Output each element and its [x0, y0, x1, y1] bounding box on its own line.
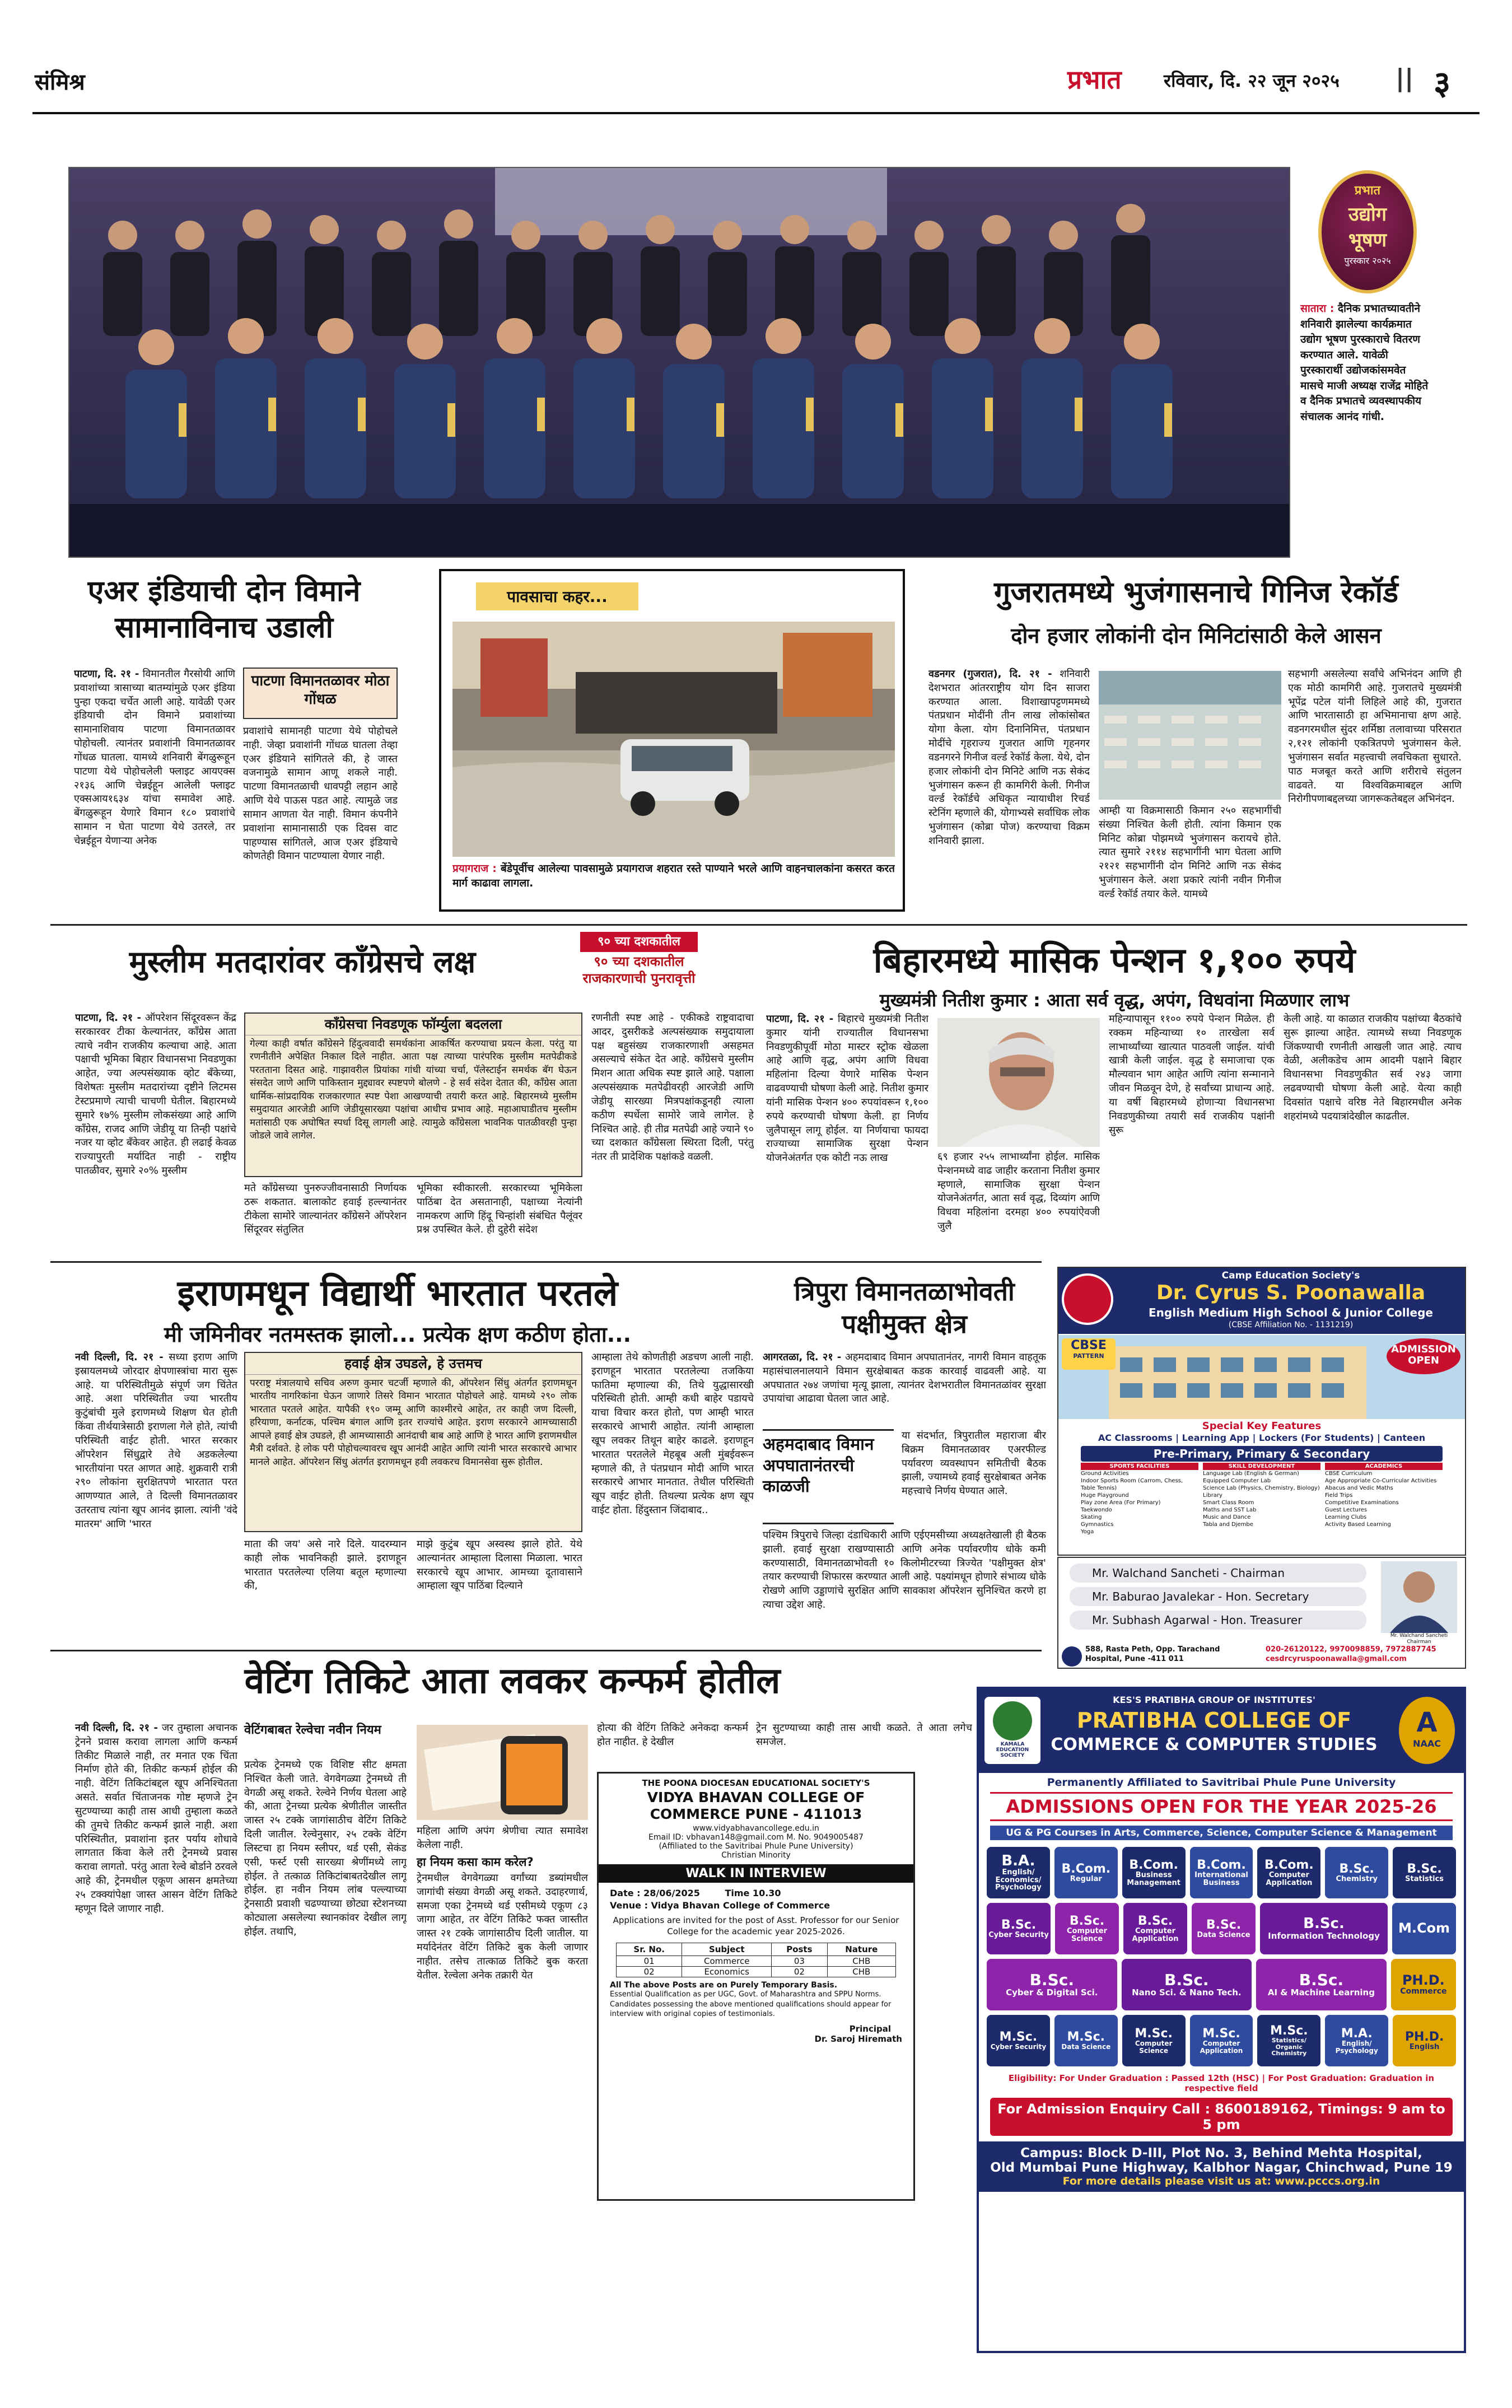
skill-2: Science Lab (Physics, Chemistry, Biology)	[1203, 1485, 1320, 1491]
tripura-col-top-text: अहमदाबाद विमान अपघातानंतर, नागरी विमान वाहतूक महासंचालनालयाने विमान सुरक्षेबाबत कडक कारवाई वाढवली आहे. या अपघातात २७४ जणांचा मृत्यू झाला, त्यानंतर देशभरातील विमानतळांवर सुरक्षा उपायांचा आढावा घेतला जात आहे.	[763, 1351, 1046, 1405]
cbse-badge	[1062, 1338, 1116, 1370]
skill-4: Smart Class Room	[1203, 1500, 1254, 1506]
course-title: B.Com.	[1197, 1858, 1246, 1872]
waiting-col1-text: जर तुम्हाला अचानक ट्रेनने प्रवास करावा लागला आणि कन्फर्म तिकीट मिळाले नाही, तर मनात एक चिंता निर्माण होते की, तिकीट कन्फर्म होईल की नाही. वेटिंग तिकिटांबद्दल खूप अनिश्चितता असते. सर्वात चिंताजनक गोष्ट म्हणजे ट्रेन सुटण्याच्या काही तास आधी तुम्हाला कळते की तुमचे तिकीट कन्फर्म झाले नाही. अशा परिस्थितीत, प्रवाशांना इतर पर्याय शोधावे लागतात किंवा केले तरी ट्रेनमध्ये प्रवास करावा लागतो. परंतु आता रेल्वे बोर्डाने ठरवले आहे की, ट्रेनमधील एकूण आसन क्षमतेच्या २५ टक्क्यांपेक्षा जास्त आसन वेटिंग तिकिटे म्हणून दिले जाणार नाही.	[75, 1722, 237, 1915]
course-sub: Data Science	[1061, 2043, 1111, 2051]
iran-subhead: मी जमिनीवर नतमस्तक झालो... प्रत्येक क्षण कठीण होता...	[164, 1322, 632, 1347]
award-caption	[1300, 301, 1429, 424]
iran-headline: इराणमधून विद्यार्थी भारतात परतले	[177, 1273, 618, 1314]
nitish-kumar-photo	[937, 1018, 1100, 1147]
course-bsc-ca	[1123, 1903, 1187, 1954]
course-title: B.Com.	[1264, 1858, 1314, 1872]
sports-list	[1081, 1463, 1198, 1536]
acad-list	[1325, 1463, 1443, 1528]
waiting-col3-q: हा नियम कसा काम करेल?	[417, 1855, 534, 1869]
course-row-2	[979, 1901, 1464, 1957]
course-sub: Commerce	[1400, 1987, 1447, 1996]
newspaper-logo: प्रभात	[1067, 64, 1122, 95]
gujarat-col2: आम्ही या विक्रमासाठी किमान २५० सहभागींची संख्या निश्चित केली होती. त्यांना किमान एक मिनिट कोब्रा पोझमध्ये भुजंगासन करायचे होते. त्यात सुमारे २११४ सहभागींनी भाग घेतला आणि २१२१ सहभागींनी दोन मिनिटे आणि नऊ सेकंद भुजंगासन केले. अशा प्रकारे त्यांनी नवीन गिनीज वर्ल्ड रेकॉर्ड तयार केले. यामध्ये	[1099, 805, 1281, 900]
course-title: B.Sc.	[1069, 1914, 1105, 1928]
chairman-photo-caption: Mr. Walchand Sancheti Chairman	[1390, 1633, 1448, 1645]
pratibha-header	[979, 1689, 1464, 1773]
bihar-col1-text: बिहारचे मुख्यमंत्री नितीश कुमार यांनी राज्यातील विधानसभा निवडणुकीपूर्वी मोठा मास्टर स्ट्रोक खेळला आहे आणि वृद्ध, अपंग आणि विधवा महिलांना दिल्या येणारे मासिक पेन्शन वाढवण्याची घोषणा केली आहे. नितीश कुमार यांनी मासिक पेन्शन ४०० रुपयांवरून १,१०० रुपये करण्याची घोषणा केली. हा निर्णय जुलैपासून लागू होईल. या निर्णयाचा फायदा राज्याच्या सामाजिक सुरक्षा पेन्शन योजनेअंतर्गत एक कोटी नऊ लाख	[766, 1013, 928, 1164]
flooded-street-photo	[452, 622, 895, 857]
th-posts: Posts	[772, 1943, 828, 1956]
admissions-open: ADMISSIONS OPEN FOR THE YEAR 2025-26	[990, 1792, 1453, 1821]
air-india-col1	[74, 668, 235, 912]
course-title: M.Sc.	[1202, 2026, 1240, 2041]
sports-5: Skating	[1081, 1514, 1102, 1520]
award-caption-text: दैनिक प्रभातच्यावतीने शनिवारी झालेल्या कार्यक्रमात उद्योग भूषण पुरस्काराचे वितरण करण्यात आले. यावेळी पुरस्कारार्थी उद्योजकांसमवेत मासचे माजी अध्यक्ष राजेंद्र मोहिते व दैनिक प्रभातचे व्यवस्थापकीय संचालक आनंद गांधी.	[1300, 302, 1429, 423]
poonawalla-footer	[1057, 1557, 1466, 1669]
air-india-headline: एअर इंडियाची दोन विमाने सामानाविनाच उडाली	[87, 575, 361, 645]
skill-title: SKILL DEVELOPMENT	[1203, 1463, 1320, 1470]
course-sub: Computer Science	[1066, 1926, 1108, 1943]
muslim-kicker-box	[570, 932, 708, 1005]
poonawalla-logo-icon	[1062, 1273, 1113, 1325]
course-title: B.Sc.	[1339, 1861, 1374, 1876]
skill-0: Language Lab (English & German)	[1203, 1471, 1299, 1477]
treasurer: Mr. Subhash Agarwal - Hon. Treasurer	[1070, 1611, 1366, 1630]
table-cell: Commerce	[682, 1956, 772, 1967]
iran-col1	[75, 1351, 237, 1637]
muslim-col1-text: ऑपरेशन सिंदूरवरून केंद्र सरकारवर टीका केल्यानंतर, काँग्रेस आता त्याचे नवीन राजकीय कल्याचा आहे. आता पक्षाची भूमिका बिहार विधानसभा निवडणुका आहेत, ज्या अल्पसंख्याक व्होट बँकेच्या, विशेषतः मुस्लीम मतदारांच्या दृष्टीने लिटमस टेस्टप्रमाणे त्याची चाचणी घेतील. बिहारमध्ये सुमारे १७% मुस्लीम लोकसंख्या आहे आणि काँग्रेस, राजद आणि जेडीयू या तिन्ही पक्षांचे नजर या व्होट बँकेवर आहेत. ही लढाई केवळ राज्यापुरती मर्यादित नाही - राष्ट्रीय पातळीवर, सुमारे २०% मुस्लीम	[75, 1012, 236, 1177]
admission-open-badge: ADMISSION OPEN	[1387, 1338, 1460, 1374]
award-group-photo	[68, 167, 1290, 558]
award-caption-place: सातारा :	[1300, 302, 1334, 315]
muslim-col2a: मते काँग्रेसच्या पुनरुज्जीवनासाठी निर्णायक ठरू शकतात. बालाकोट हवाई हल्ल्यानंतर टीकेला सामोरे जाल्यानंतर काँग्रेसने ऑपरेशन सिंदूरवर संतुलित	[244, 1182, 407, 1236]
sports-0: Ground Activities	[1081, 1471, 1129, 1477]
course-ma	[1325, 2015, 1388, 2066]
air-india-sidebox-title: पाटणा विमानतळावर मोठा गोंधळ	[251, 673, 390, 708]
rain-photo-box	[439, 569, 905, 912]
waiting-box-title: वेटिंगबाबत रेल्वेचा नवीन नियम	[244, 1723, 381, 1737]
vidya-minority: Christian Minority	[721, 1851, 791, 1860]
acad-1: Age Appropriate Co-Curricular Activities	[1325, 1478, 1437, 1484]
course-title: M.A.	[1341, 2026, 1373, 2041]
course-title: M.Sc.	[999, 2030, 1038, 2045]
iran-col3: आम्हाला तेथे कोणतीही अडचण आली नाही. इराणहून भारतात परतलेल्या तजकिया फातिमा म्हणाल्या की, तिथे युद्धासारखी परिस्थिती होती. आम्ही कधी बाहेर पडायचे याचा विचार करत होतो, पण आम्ही भारत सरकारचे आभारी आहोत. त्यांनी आम्हाला खूप लवकर तिथून बाहेर काढले. इराणहून भारतात परतलेले मेहबूब अली मुंबईवरून म्हणाले की, ते पंतप्रधान मोदी आणि भारत सरकारचे आभार मानतात. तेथील परिस्थिती खूप वाईट होती. तिथल्या प्रत्येक क्षण खूप वाईट होता. हिंदुस्तान जिंदाबाद..	[591, 1351, 754, 1516]
cbse-text: CBSE	[1071, 1338, 1107, 1352]
course-title: B.Sc.	[1137, 1914, 1173, 1928]
rain-caption-place: प्रयागराज :	[452, 862, 497, 875]
muslim-col3: रणनीती स्पष्ट आहे - एकीकडे राष्ट्रवादाचा आदर, दुसरीकडे अल्पसंख्याक समुदायाला पक्ष बहुसंख्य राजकारणाशी असहमत असल्याचे संकेत देत आहे. काँग्रेसचे मुस्लीम मिशन आता अधिक स्पष्ट झाले आहे. पक्षाला अल्पसंख्याक मतपेढीवरही आरजेडी आणि जेडीयू सारख्या मित्रपक्षांकडूनही त्याला कठीण स्पर्धेला सामोरे जावे लागेल. हे निश्चित आहे. ही तीव्र मतपेढी आहे ज्याने ९० च्या दशकात काँग्रेसला स्थिरता दिली, परंतु नंतर ती प्रादेशिक पक्षांकडे वळली.	[591, 1012, 754, 1163]
course-row-3	[979, 1957, 1464, 2013]
poonawalla-address: 588, Rasta Peth, Opp. Tarachand Hospital, Pune -411 011	[1085, 1645, 1220, 1663]
course-bsc-cds	[987, 1959, 1117, 2010]
course-sub: Computer Science	[1135, 2039, 1173, 2055]
muslim-col2b: भूमिका स्वीकारली. सरकारच्या भूमिकेला पाठिंबा देत असतानाही, पक्षाच्या नेत्यांनी नामकरण आणि हिंदू चिन्हांशी संबंधित पैलूंवर प्रश्न उपस्थित केले. ही दुहेरी संदेश	[417, 1182, 582, 1236]
acad-6: Learning Clubs	[1325, 1514, 1367, 1520]
date-label: Date	[610, 1888, 634, 1898]
acad-5: Guest Lectures	[1325, 1507, 1368, 1513]
course-title: B.Sc.	[1299, 1971, 1344, 1990]
muslim-kicker-1: ९० च्या दशकातील	[580, 932, 698, 952]
train-ticket-photo	[417, 1725, 588, 1820]
course-sub: Computer Application	[1266, 1870, 1313, 1887]
vidya-society: THE POONA DIOCESAN EDUCATIONAL SOCIETY'S	[642, 1778, 870, 1788]
skill-7: Tabla and Djembe	[1203, 1522, 1253, 1528]
th-srno: Sr. No.	[617, 1943, 682, 1956]
skill-3: Library	[1203, 1492, 1222, 1499]
acad-4: Competitive Examinations	[1325, 1500, 1399, 1506]
table-cell: 02	[772, 1967, 828, 1977]
waiting-col4: होत्या की वेटिंग तिकिटे अनेकदा कन्फर्म होत नाहीत. हे देखील	[597, 1722, 748, 1748]
course-bsc-ai	[1256, 1959, 1387, 2010]
location-icon	[1062, 1646, 1082, 1667]
course-title: M.Sc.	[1270, 2024, 1308, 2038]
table-cell: 03	[772, 1956, 828, 1967]
vidya-affil: (Affiliated to the Savitribai Phule Pune University)	[659, 1842, 853, 1851]
iran-col2b: माझे कुटुंब खूप अस्वस्थ झाले होते. येथे आल्यानंतर आम्हाला दिलासा मिळाला. भारत सरकारचे खूप आभार. आमच्या दूतावासाने आम्हाला खूप पाठिंबा दिल्याने	[417, 1538, 582, 1592]
tripura-dateline: आगरतळा, दि. २१ -	[763, 1351, 842, 1363]
tripura-box-title: अहमदाबाद विमान अपघातानंतरची काळजी	[763, 1435, 874, 1496]
chairman: Mr. Walchand Sancheti - Chairman	[1070, 1564, 1366, 1583]
course-sub: English/ Psychology	[1335, 2039, 1378, 2055]
vidya-invite: Applications are invited for the post of Asst. Professor for our Senior College for the academic year 2025-2026.	[613, 1915, 899, 1937]
muslim-sidebox-title: काँग्रेसचा निवडणूक फॉर्म्युला बदलला	[245, 1014, 581, 1035]
poonawalla-ad	[1057, 1267, 1466, 1556]
course-bsc-cyber	[987, 1903, 1051, 1954]
masthead-rule	[32, 112, 1480, 114]
acad-2: Abacus and Vedic Maths	[1325, 1485, 1393, 1491]
course-bcom-regular	[1054, 1847, 1118, 1898]
air-india-col2: प्रवाशांचे सामानही पाटणा येथे पोहोचले नाही. जेव्हा प्रवाशांनी गोंधळ घातला तेव्हा एअर इंडियाने सांगितले की, हे जास्त वजनामुळे सामान आणू शकले नाही. पाटणा विमानतळाची धावपट्टी लहान आहे आणि येथे पाऊस पडत आहे. त्यामुळे जड सामान आणता येत नाही. विमान कंपनीने प्रवाशांना सामानासाठी एक दिवस वाट पाहण्यास सांगितले, आज एअर इंडियाचे कोणतेही विमान पाटण्याला येणार नाही.	[243, 725, 398, 862]
badge-title-1: उद्योग	[1348, 203, 1387, 226]
muslim-sidebox	[244, 1012, 582, 1177]
udyog-bhushan-badge	[1318, 170, 1417, 293]
course-sub: Nano Sci. & Nano Tech.	[1132, 1987, 1242, 1998]
course-msc-ds	[1054, 2015, 1118, 2066]
interview-time: Time 10.30	[725, 1888, 781, 1898]
course-phd-english	[1393, 2015, 1456, 2066]
rule-2	[50, 1261, 1042, 1263]
course-title: B.Sc.	[1303, 1915, 1345, 1933]
key-features: AC Classrooms | Learning App | Lockers (For Students) | Canteen	[1098, 1432, 1426, 1443]
iran-sidebox	[244, 1352, 582, 1532]
muslim-dateline: पाटणा, दि. २१ -	[75, 1012, 141, 1024]
key-features-title: Special Key Features	[1202, 1420, 1322, 1432]
vidya-sig-title: Principal	[849, 2023, 891, 2034]
bihar-col1	[766, 1012, 928, 1253]
kamala-logo-text: KAMALA EDUCATION SOCIETY	[996, 1742, 1029, 1758]
vidya-bhavan-ad: THE POONA DIOCESAN EDUCATIONAL SOCIETY'S VIDYA BHAVAN COLLEGE OF COMMERCE PUNE - 411013 www.vidyabhavancollege.edu.in Email ID: vbhavan148@gmail.com M. No. 9049005487 (Affiliated to the Savitribai Phule Pune University) Christian Minority WALK IN INTERVIEW Date : 28/06/2025 Time 10.30 Venue : Vidya Bhavan College of Commerce Applications are invited for the post of Asst. Professor for our Senior College for the academic year 2025-2026. Sr. No. Subject Posts Nature 01 Commerce 03 CHB 02 Economics 02 CHB All The above Posts are on Purely Temporary Basis. Essential Qualification as per UGC, Govt. of Maharashtra and SPPU Norms. Candidates possessing the above mentioned qualifications should appear for interview with original copies of testimonials. Principal Dr. Saroj Hiremath	[597, 1772, 915, 2201]
posts-table-header	[617, 1943, 896, 1956]
skill-list	[1203, 1463, 1320, 1528]
vidya-web: www.vidyabhavancollege.edu.in	[693, 1824, 819, 1833]
badge-top: प्रभात	[1354, 184, 1381, 198]
sports-6: Gymnastics	[1081, 1522, 1114, 1528]
kamala-logo	[984, 1697, 1040, 1764]
gujarat-col1	[928, 668, 1090, 912]
posts-table	[616, 1943, 896, 1977]
rule-1	[50, 924, 1467, 926]
rain-caption-text: बेंडेपूर्वीच आलेल्या पावसामुळे प्रयागराज शहरात रस्ते पाण्याने भरले आणि वाहनचालकांना कसरत करत मार्ग काढावा लागला.	[452, 862, 895, 890]
vidya-sig-name: Dr. Saroj Hiremath	[814, 2033, 902, 2044]
course-msc-cs	[1122, 2015, 1186, 2066]
acad-title: ACADEMICS	[1325, 1463, 1443, 1470]
course-sub: Computer Application	[1200, 2039, 1243, 2055]
course-sub: English/ Economics/ Psychology	[995, 1868, 1042, 1892]
walk-in-banner: WALK IN INTERVIEW	[599, 1864, 913, 1883]
course-title: PH.D.	[1404, 2029, 1444, 2044]
waiting-col1	[75, 1721, 237, 2353]
bihar-col4: केली आहे. या काळात राजकीय पक्षांच्या बैठकांचे सुरू झाल्या आहेत. त्यामध्ये सध्या निवडणूक जिंकण्याची रणनीती आखली जात आहे. त्याच वेळी, अलीकडेच आम आदमी पक्षाने बिहार विधानसभा निवडणुकीत सर्व २४३ जागा लढवण्याची घोषणा केली आहे. येत्या काही दिवसांत पक्षाचे वरिष्ठ नेते बिहारमधील अनेक शहरांमध्ये पदयात्रांदेखील काढतील.	[1284, 1013, 1462, 1122]
table-cell: CHB	[827, 1956, 895, 1967]
course-sub: Cyber Security	[990, 2043, 1047, 2051]
bihar-headline: बिहारमध्ये मासिक पेन्शन १,१०० रुपये	[873, 940, 1356, 981]
course-sub: Cyber & Digital Sci.	[1006, 1987, 1098, 1998]
naac-badge	[1399, 1697, 1455, 1764]
course-msc-cyber	[987, 2015, 1050, 2066]
ug-pg-courses: UG & PG Courses in Arts, Commerce, Science, Computer Science & Management	[990, 1826, 1453, 1840]
course-bcom-ca	[1257, 1847, 1320, 1898]
course-title: B.Sc.	[1407, 1861, 1442, 1876]
course-title: B.Com.	[1129, 1858, 1178, 1872]
issue-date: रविवार, दि. २२ जून २०२५	[1164, 70, 1340, 91]
course-bsc-stat	[1393, 1847, 1456, 1898]
table-cell: 02	[617, 1967, 682, 1977]
table-row	[617, 1956, 896, 1967]
course-bcom-bm	[1122, 1847, 1186, 1898]
sports-4: Taekwondo	[1081, 1507, 1112, 1513]
yoga-event-photo	[1099, 671, 1281, 800]
course-sub: Regular	[1070, 1874, 1102, 1883]
muslim-col1	[75, 1011, 236, 1252]
table-cell: 01	[617, 1956, 682, 1967]
masthead-divider: ||	[1396, 64, 1414, 92]
chairman-photo	[1381, 1561, 1457, 1633]
pratibha-name2: COMMERCE & COMPUTER STUDIES	[1051, 1735, 1378, 1754]
air-india-sidebox	[243, 668, 398, 719]
tripura-col-right: या संदर्भात, त्रिपुरातील महाराजा बीर बिक्रम विमानतळावर एअरफील्ड पर्यावरण व्यवस्थापन समितीची बैठक झाली, ज्यामध्ये हवाई सुरक्षेबाबत अनेक महत्त्वाचे निर्णय घेण्यात आले.	[902, 1430, 1046, 1497]
table-cell: CHB	[827, 1967, 895, 1977]
course-title: B.Sc.	[1001, 1917, 1037, 1932]
badge-title-2: भूषण	[1348, 229, 1387, 251]
skill-1: Equipped Computer Lab	[1203, 1478, 1271, 1484]
secretary: Mr. Baburao Javalekar - Hon. Secretary	[1070, 1587, 1366, 1606]
levels: Pre-Primary, Primary & Secondary	[1081, 1446, 1443, 1462]
course-bsc-it	[1260, 1903, 1388, 1954]
course-title: B.A.	[1001, 1852, 1035, 1869]
course-bsc-cs	[1055, 1903, 1119, 1954]
acad-0: CBSE Curriculum	[1325, 1471, 1373, 1477]
campus-line-2: Old Mumbai Pune Highway, Kalbhor Nagar, Chinchwad, Pune 19	[990, 2160, 1453, 2175]
course-ba	[987, 1847, 1050, 1898]
course-msc-ca	[1190, 2015, 1253, 2066]
course-sub: Information Technology	[1268, 1930, 1380, 1941]
admission-enquiry: For Admission Enquiry Call : 8600189162, Timings: 9 am to 5 pm	[990, 2098, 1453, 2136]
course-msc-stat	[1257, 2015, 1320, 2066]
course-title: M.Sc.	[1135, 2026, 1173, 2041]
waiting-headline: वेटिंग तिकिटे आता लवकर कन्फर्म होतील	[244, 1660, 781, 1702]
air-india-col1-text: विमानतील गैरसोयी आणि प्रवाशांच्या त्रासाच्या बातम्यांमुळे एअर इंडिया पुन्हा एकदा चर्चेत आली आहे. यावेळी एअर इंडियाची दोन विमाने प्रवाशांच्या सामानाशिवाय पाटणा विमानतळावर पोहोचली. त्यानंतर प्रवाशांनी विमानतळावर गोंधळ घातला. यामध्ये शनिवारी बेंगळुरूहून पाटणा येथे पोहोचलेली फ्लाइट आयएक्स २१३६ आणि चेन्नईहून आलेली फ्लाइट एक्सआय१६३४ यांचा समावेश आहे. बेंगळुरूहून येणारे विमान १८० प्रवाशांचे सामान न घेता पाटणा येथे उतरले, तर चेन्नईहून येणाऱ्या अनेक	[74, 668, 235, 847]
campus-line-1: Campus: Block D-III, Plot No. 3, Behind Mehta Hospital,	[1020, 2146, 1422, 2160]
bihar-dateline: पाटणा, दि. २१ -	[766, 1013, 834, 1025]
muslim-headline: मुस्लीम मतदारांवर काँग्रेसचे लक्ष	[129, 944, 476, 979]
bihar-subhead: मुख्यमंत्री नितीश कुमार : आता सर्व वृद्ध, अपंग, विधवांना मिळणार लाभ	[879, 990, 1350, 1011]
pratibha-ad	[977, 1687, 1466, 2353]
vidya-note: Essential Qualification as per UGC, Govt. of Maharashtra and SPPU Norms. Candidates possessing the above mentioned qualifications should appear for interview with original copies of testimonials.	[610, 1990, 892, 2019]
course-sub: English	[1409, 2042, 1440, 2051]
th-subject: Subject	[682, 1943, 772, 1956]
vidya-college: VIDYA BHAVAN COLLEGE OF COMMERCE PUNE - 411013	[647, 1789, 865, 1822]
muslim-sidebox-text: गेल्या काही वर्षात काँग्रेसने हिंदुत्ववादी समर्थकांना आकर्षित करण्याचा प्रयत्न केला. परंतु या रणनीतीने अपेक्षित निकाल दिले नाहीत. आता पक्ष त्याच्या पारंपरिक मुस्लीम मतपेढीकडे परतताना दिसत आहे. गाझावरील प्रियांका गांधी यांच्या चर्चा, पॅलेस्टाईन समर्थक बॅग घेऊन संसदेत जाणे आणि पाकिस्तान मुद्द्यावर स्पष्टपणे बोलणे - हे सर्व संदेश देतात की, काँग्रेस आता धार्मिक-सांप्रदायिक राजकारणात स्पष्ट पेशा आखण्याची तयारी करत आहे. बिहारमध्ये मुस्लीम समुदायात आरजेडी आणि जेडीयूसारख्या पक्षांचा आधीच प्रभाव आहे. महाआघाडीतच मुस्लीम मतांसाठी एक अघोषित स्पर्धा दिसू लागली आहे. त्यामुळे काँग्रेसला भावनिक पातळीवरही पुन्हा जोडले जावे लागेल.	[250, 1038, 577, 1142]
gujarat-headline: गुजरातमध्ये भुजंगासनाचे गिनिज रेकॉर्ड	[994, 576, 1398, 609]
eligibility: Eligibility: For Under Graduation : Passed 12th (HSC) | For Post Graduation: Graduation in respective field	[1008, 2073, 1435, 2093]
sports-7: Yoga	[1081, 1529, 1094, 1535]
course-sub: Statistics	[1405, 1874, 1444, 1883]
badge-sub: पुरस्कार २०२५	[1344, 255, 1391, 266]
waiting-col3: ट्रेनमधील वेगवेगळ्या वर्गांच्या डब्यांमधील जागांची संख्या वेगळी असू शकते. उदाहरणार्थ, समजा एका ट्रेनमध्ये थर्ड एसीमध्ये एकूण ८३ जागा आहेत, तर वेटिंग तिकिटे फक्त जास्तीत जास्त २१ टक्के जागांसाठीच दिली जातील. या मर्यादेनंतर वेटिंग तिकिटे बुक केली जाणार नाहीत. तसेच तात्काळ तिकिटे बुक करता येतील. रेल्वेला अनेक तक्रारी येत	[417, 1872, 588, 1981]
course-bsc-nano	[1122, 1959, 1252, 2010]
interview-venue: Vidya Bhavan College of Commerce	[651, 1900, 830, 1911]
award-caption-panel	[1298, 167, 1429, 559]
course-bsc-chem	[1325, 1847, 1388, 1898]
page-number: ३	[1434, 64, 1451, 102]
course-sub: Business Management	[1127, 1870, 1180, 1887]
waiting-dateline: नवी दिल्ली, दि. २१ -	[75, 1722, 158, 1734]
poonawalla-header	[1058, 1268, 1465, 1334]
naac-grade: A	[1416, 1707, 1438, 1738]
pratibha-kes: KES'S PRATIBHA GROUP OF INSTITUTES'	[1113, 1695, 1315, 1705]
tripura-col-bottom: पश्चिम त्रिपुराचे जिल्हा दंडाधिकारी आणि एईएमसीच्या अध्यक्षतेखाली ही बैठक झाली. हवाई सुरक्षा राखण्यासाठी आणि अनेक पर्यावरणीय धोके कमी करण्यासाठी, विमानतळाभोवती १० किलोमीटरच्या त्रिज्येत 'पक्षीमुक्त क्षेत्र' तयार करण्याची शिफारस करण्यात आली आहे. पक्ष्यांमधून होणारे संभाव्य धोके रोखणे आणि उड्डाणांचे सुरक्षित आणि सावकाश ऑपरेशन सुनिश्चित करणे हा त्याचा उद्देश आहे.	[763, 1529, 1046, 1611]
bihar-col2: ६९ हजार २५५ लाभार्थ्यांना होईल. मासिक पेन्शनमध्ये वाढ जाहीर करताना नितीश कुमार म्हणाले, सामाजिक सुरक्षा पेन्शन योजनेअंतर्गत, आता सर्व वृद्ध, दिव्यांग आणि विधवा महिलांना दरमहा ४०० रुपयांऐवजी जुलै	[937, 1151, 1100, 1233]
award-photo-art	[69, 168, 1290, 558]
acad-7: Activity Based Learning	[1325, 1522, 1391, 1528]
poonawalla-org: Camp Education Society's	[1221, 1270, 1360, 1281]
pratibha-footer	[979, 2141, 1464, 2192]
sports-3: Play zone Area (For Primary)	[1081, 1500, 1161, 1506]
acad-3: Field Trips	[1325, 1492, 1353, 1499]
poonawalla-contact: 020-26120122, 9970098859, 7972887745 cesdrcyruspoonawalla@gmail.com	[1266, 1645, 1436, 1663]
course-title: B.Com.	[1061, 1861, 1111, 1876]
rain-caption	[452, 861, 895, 890]
table-cell: Economics	[682, 1967, 772, 1977]
course-row-1	[979, 1845, 1464, 1901]
th-nature: Nature	[827, 1943, 895, 1956]
pratibha-affil: Permanently Affiliated to Savitribai Phule Pune University	[1047, 1776, 1396, 1789]
tripura-headline: त्रिपुरा विमानतळाभोवती पक्षीमुक्त क्षेत्र	[794, 1276, 1015, 1339]
gujarat-subhead: दोन हजार लोकांनी दोन मिनिटांसाठी केले आसन	[1011, 623, 1382, 648]
gujarat-col1-text: शनिवारी देशभरात आंतरराष्ट्रीय योग दिन साजरा करण्यात आला. विशाखापट्टणममध्ये पंतप्रधान मोदींनी तीन लाख लोकांसोबत योगा केला. योग दिनानिमित्त, पंतप्रधान मोदींचे गृहराज्य गुजरात आणि गृहनगर वडनगरने गिनीज वर्ल्ड रेकॉर्ड केला. येथे, दोन हजार लोकांनी दोन मिनिटे आणि नऊ सेकंद भुजंगासन करून ही कामगिरी केली. गिनीज वर्ल्ड रेकॉर्डचे अधिकृत न्यायाधीश रिचर्ड स्टेनिंग म्हणाले की, योगाभ्यसे सर्वाधिक लोक भुजंगासन (कोब्रा पोज) करण्याचा विक्रम शनिवारी झाला.	[928, 668, 1090, 847]
tripura-col-top	[763, 1351, 1046, 1422]
course-sub: Data Science	[1197, 1930, 1250, 1939]
pratibha-web: For more details please visit us at: www.pcccs.org.in	[1062, 2175, 1380, 2187]
course-row-4	[979, 2013, 1464, 2069]
course-title: B.Sc.	[1164, 1971, 1209, 1990]
gujarat-col3: सहभागी असलेल्या सर्वांचे अभिनंदन आणि ही एक मोठी कामगिरी आहे. गुजरातचे मुख्यमंत्री भूपेंद्र पटेल यांनी लिहिले आहे की, गुजरात आणि भारतासाठी हा अभिमानाचा क्षण आहे. वडनगरमधील सुंदर शर्मिष्ठा तलावाच्या परिसरात २,१२१ लोकांनी एकत्रितपणे भुजंगासन केले. भुजंगासन सर्वात महत्त्वाची लवचिकता सुधारते. पाठ मजबूत करते आणि शरीराचे संतुलन वाढवते. या विश्वविक्रमाबद्दल आणि निरोगीपणाबद्दलच्या जागरूकतेबद्दल अभिनंदन.	[1288, 668, 1462, 805]
section-label: संमिश्र	[35, 69, 85, 95]
course-bsc-ds	[1192, 1903, 1256, 1954]
iran-dateline: नवी दिल्ली, दि. २१ -	[75, 1351, 164, 1363]
tripura-box	[763, 1429, 894, 1524]
interview-date: 28/06/2025	[643, 1888, 700, 1898]
vidya-mobile: M. No. 9049005487	[786, 1833, 864, 1842]
course-title: M.Sc.	[1067, 2030, 1105, 2045]
muslim-kicker-text: ९० च्या दशकातील राजकारणाची पुनरावृत्ती	[582, 953, 696, 986]
venue-label: Venue	[610, 1900, 641, 1911]
course-title: B.Sc.	[1029, 1971, 1074, 1990]
course-sub: Chemistry	[1336, 1874, 1378, 1883]
iran-sidebox-title: हवाई क्षेत्र उघडले, हे उत्तमच	[245, 1353, 581, 1375]
sports-title: SPORTS FACILITIES	[1081, 1463, 1198, 1470]
poonawalla-affiliation: (CBSE Affiliation No. - 1131219)	[1228, 1320, 1354, 1329]
course-title: M.Com	[1398, 1920, 1450, 1936]
waiting-col2: प्रत्येक ट्रेनमध्ये एक विशिष्ट सीट क्षमता निश्चित केली जाते. वेगवेगळ्या ट्रेनमध्ये ती वेगळी असू शकते. रेल्वेने निर्णय घेतला आहे की, आता ट्रेनच्या प्रत्येक श्रेणीतील जास्तीत जास्त २५ टक्के जागांसाठीच वेटिंग तिकिटे दिली जातील. रेल्वेनुसार, २५ टक्के वेटिंग लिस्टचा हा नियम स्लीपर, थर्ड एसी, सेकंड एसी, फर्स्ट एसी सारख्या श्रेणींमध्ये लागू होईल. ते तत्काळ तिकिटांबाबतदेखील लागू होईल. हा नवीन नियम लांब पल्ल्याच्या ट्रेनसाठी प्रवाशी चढण्याच्या छोट्या स्टेशनच्या कोट्याला असलेल्या स्थानकांवर देखील लागू होईल. तथापि,	[244, 1759, 407, 1938]
cbse-sub: PATTERN	[1073, 1352, 1104, 1360]
course-bcom-ib	[1190, 1847, 1253, 1898]
waiting-col5: ट्रेन सुटण्याच्या काही तास आधी कळते. ते आता लगेच समजेल.	[756, 1722, 972, 1748]
air-india-dateline: पाटणा, दि. २१ -	[74, 668, 139, 680]
iran-col1-text: सध्या इराण आणि इस्रायलमध्ये जोरदार क्षेपणास्त्रांचा मारा सुरू आहे. या परिस्थितीमुळे संपूर्ण जग चिंतेत आहे. अशा परिस्थितीत ज्या भारतीय कुटुंबांची मुले इराणमध्ये शिक्षण घेत होती किंवा तीर्थयात्रेसाठी इराणला गेले होते, त्यांची परिस्थिती वाईट होती. भारत सरकार ऑपरेशन सिंधुद्वारे तेथे अडकलेल्या भारतीयांना परत आणत आहे. शुक्रवारी रात्री २९० लोकांना सुरक्षितपणे भारतात परत आणण्यात आले, ते दिल्ली विमानतळावर उतरताच त्यांना खूप आनंद झाला. त्यांनी 'वंदे मातरम' आणि 'भारत	[75, 1351, 237, 1530]
naac-text: NAAC	[1413, 1738, 1441, 1749]
course-sub: Computer Application	[1132, 1926, 1179, 1943]
vidya-email: Email ID: vbhavan148@gmail.com	[648, 1833, 784, 1842]
iran-col2a: माता की जय' असे नारे दिले. यादरम्यान काही लोक भावनिकही झाले. इराणहून भारतात परतलेल्या एलिया बतूल म्हणाल्या की,	[244, 1538, 407, 1592]
sports-1: Indoor Sports Room (Carrom, Chess, Table Tennis)	[1081, 1478, 1183, 1491]
gujarat-dateline: वडनगर (गुजरात), दि. २१ -	[928, 668, 1052, 680]
rule-3	[50, 1650, 1042, 1651]
kamala-logo-icon	[993, 1701, 1032, 1740]
skill-5: Maths and SST Lab	[1203, 1507, 1257, 1513]
course-phd-commerce	[1391, 1959, 1456, 2010]
course-sub: International Business	[1194, 1870, 1248, 1887]
vidya-note-title: All The above Posts are on Purely Temporary Basis.	[610, 1981, 838, 1990]
bihar-col3: महिन्यापासून ११०० रुपये पेन्शन मिळेल. ही रक्कम महिन्याच्या १० तारखेला सर्व लाभार्थ्यांच्या खात्यात पाठवली जाईल. यांची खात्री केली जाईल. वृद्ध हे समाजाचा एक मौल्यवान भाग आहेत आणि त्यांना सन्मानाने जीवन मिळवून देणे, हे सर्वांच्या प्राधान्य आहे. या वर्षी बिहारमध्ये होणाऱ्या विधानसभा निवडणुकीच्या तयारी सर्व राजकीय पक्षांनी सुरू	[1109, 1013, 1275, 1136]
course-title: PH.D.	[1402, 1972, 1445, 1989]
table-row	[617, 1967, 896, 1977]
course-sub: Statistics/ Organic Chemistry	[1271, 2037, 1307, 2057]
rain-tag: पावसाचा कहर...	[476, 582, 638, 610]
iran-sidebox-text: परराष्ट्र मंत्रालयाचे सचिव अरुण कुमार चटर्जी म्हणाले की, ऑपरेशन सिंधु अंतर्गत इराणमधून भारतीय नागरिकांना घेऊन जाणारे तिसरे विमान भारतात पोहोचले आहे. यामध्ये २९० लोक भारतात परतले आहेत. यापैकी १९० जम्मू आणि काश्मीरचे आहेत, तर काही जण दिल्ली, हरियाणा, कर्नाटक, पश्चिम बंगाल आणि इतर राज्यांचे आहेत. इराण सरकारने आमच्यासाठी आपले हवाई क्षेत्र उघडले, ही आमच्यासाठी आनंदाची बाब आहे आणि हे भारत आणि इराणमधील मैत्री दर्शवते. हे लोक परी पोहोचल्यावरच खूप आनंदी आहेत आणि त्यांनी भारत सरकारचे आभार मानले आहेत. ऑपरेशन सिंधु अंतर्गत इराणमधून हवी लवकरच विमानसेवा सुरू होतील.	[250, 1378, 577, 1468]
course-title: B.Sc.	[1206, 1917, 1242, 1932]
course-mcom	[1392, 1903, 1456, 1954]
pratibha-name1: PRATIBHA COLLEGE OF	[1076, 1708, 1352, 1733]
poonawalla-name: Dr. Cyrus S. Poonawalla	[1156, 1281, 1426, 1304]
course-sub: AI & Machine Learning	[1267, 1987, 1375, 1998]
sports-2: Huge Playground	[1081, 1492, 1129, 1499]
course-sub: Cyber Security	[988, 1930, 1049, 1939]
poonawalla-school: English Medium High School & Junior College	[1149, 1306, 1433, 1319]
waiting-col3-top: महिला आणि अपंग श्रेणीचा त्यात समावेश केलेला नाही.	[417, 1825, 588, 1851]
skill-6: Music and Dance	[1203, 1514, 1251, 1520]
